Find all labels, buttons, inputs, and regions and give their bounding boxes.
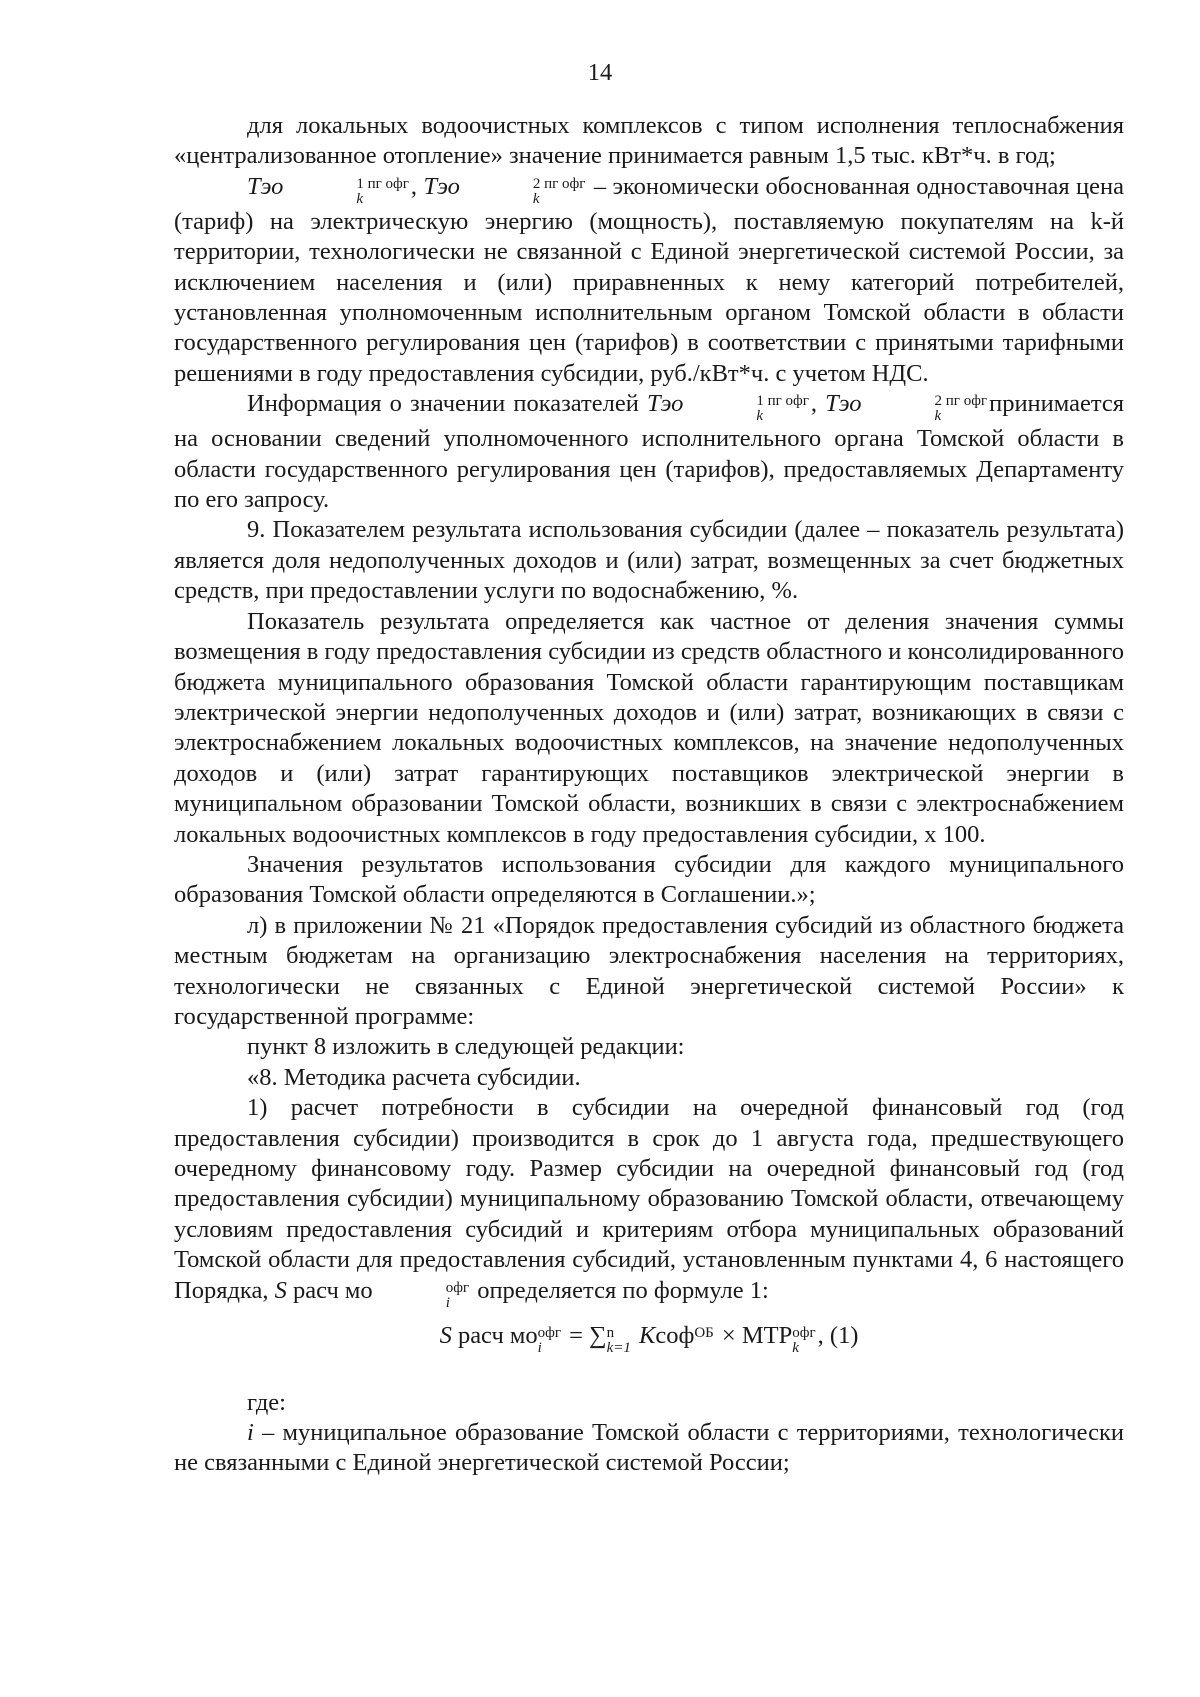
formula-lhs-indices: офг i <box>537 1324 562 1356</box>
methodology-heading: «8. Методика расчета субсидии. <box>247 1063 581 1091</box>
info-indices-2: 2 пг офг k <box>934 393 988 425</box>
tariff-indices-1: 1 пг офг k <box>356 175 409 207</box>
where-label: где: <box>247 1388 286 1416</box>
result-indicator-paragraph: Показатель результата определяется как частное от деления значения суммы возмещения в году предоставления субсидии из средств областного и консолидированного бюджета муниципального образования Томской области гарантирующим поставщикам электрической энергии недополученных доходов и (или) затрат, возникающих в связи с электроснабжением локальных водоочистных комплексов, на значение недополученных доходов и (или) затрат гарантирующих поставщиков электрической энергии в муниципальном образовании Томской области, возникших в связи с электроснабжением локальных водоочистных комплексов в году предоставления субсидии, х 100. <box>174 607 1124 848</box>
formula-mtr-indices: офг k <box>792 1324 816 1356</box>
tariff-definition-paragraph: Тэо 1 пг офг k , Тэо 2 пг офг k – экономически обоснованная одноставочная цена (тариф) на электрическую энергию (мощность), поставляемую покупателям на k-й территории, технологически не связанной с Единой энергетической системой России, за исключением населения и (или) приравненных к нему категорий потребителей, установленная уполномоченным исполнительным органом Томской области в области государственного регулирования цен (тарифов) в соответствии с принятыми тарифными решениями в году предоставления субсидии, руб./кВт*ч. с учетом НДС. <box>174 172 1125 387</box>
tariff-symbol-2: Тэо <box>423 172 460 200</box>
info-indices-1: 1 пг офг k <box>756 393 809 425</box>
tariff-symbol: Тэо <box>247 172 284 200</box>
page-number: 14 <box>587 59 613 86</box>
formula-coef-index: ОБ <box>694 1324 714 1341</box>
formula-sum-indices: n k=1 <box>606 1324 631 1356</box>
item-9-paragraph: 9. Показателем результата использования субсидии (далее – показатель результата) является доля недополученных доходов и (или) затрат, возмещенных за счет бюджетных средств, при предоставлении услуги по водоснабжению, %. <box>174 516 1124 605</box>
result-values-paragraph: Значения результатов использования субсидии для каждого муниципального образования Томской области определяются в Соглашении.»; <box>174 850 1124 909</box>
document-body <box>174 111 1124 1479</box>
amendment-l-paragraph: л) в приложении № 21 «Порядок предоставления субсидий из областного бюджета местным бюджетам на организацию электроснабжения населения на территориях, технологически не связанных с Единой энергетической системой России» к государственной программе: <box>174 911 1124 1030</box>
heat-supply-paragraph: для локальных водоочистных комплексов с типом исполнения теплоснабжения «централизованное отопление» значение принимается равным 1,5 тыс. кВт*ч. в год; <box>174 112 1124 170</box>
calculation-paragraph: 1) расчет потребности в субсидии на очередной финансовый год (год предоставления субсидии) производится в срок до 1 августа года, предшествующего очередному финансовому году. Размер субсидии на очередной финансовый год (год предоставления субсидии) муниципальному образованию Томской области, отвечающему условиям предоставления субсидий и критериям отбора муниципальных образований Томской области для предоставления субсидий, установленным пунктами 4, 6 настоящего Порядка, S расч мо офг i определяется по формуле 1: <box>174 1094 1124 1311</box>
i-definition-paragraph: i – муниципальное образование Томской области с территориями, технологически не связанными с Единой энергетической системой России; <box>174 1419 1124 1477</box>
calc-indices: офг i <box>445 1279 470 1311</box>
tariff-definition-text: – экономически обоснованная одноставочная цена (тариф) на электрическую энергию (мощность), поставляемую покупателям на k-й территории, технологически не связанной с Единой энергетической системой России, за исключением населения и (или) приравненных к нему категорий потребителей, установленная уполномоченным исполнительным органом Томской области в области государственного регулирования цен (тарифов) в соответствии с принятыми тарифными решениями в году предоставления субсидии, руб./кВт*ч. с учетом НДС. <box>174 172 1125 387</box>
item-8-paragraph: пункт 8 изложить в следующей редакции: <box>247 1033 685 1061</box>
formula-1: S расч мо офг i = ∑ n k=1 Kсоф ОБ × МТР офг k , (1) <box>439 1321 859 1356</box>
tariff-indices-2: 2 пг офг k <box>532 175 586 207</box>
info-paragraph: Информация о значении показателей Тэо 1 пг офг k , Тэо 2 пг офг k принимается на основании сведений уполномоченного исполнительного органа Томской области в области государственного регулирования цен (тарифов), предоставляемых Департаменту по его запросу. <box>174 390 1125 514</box>
